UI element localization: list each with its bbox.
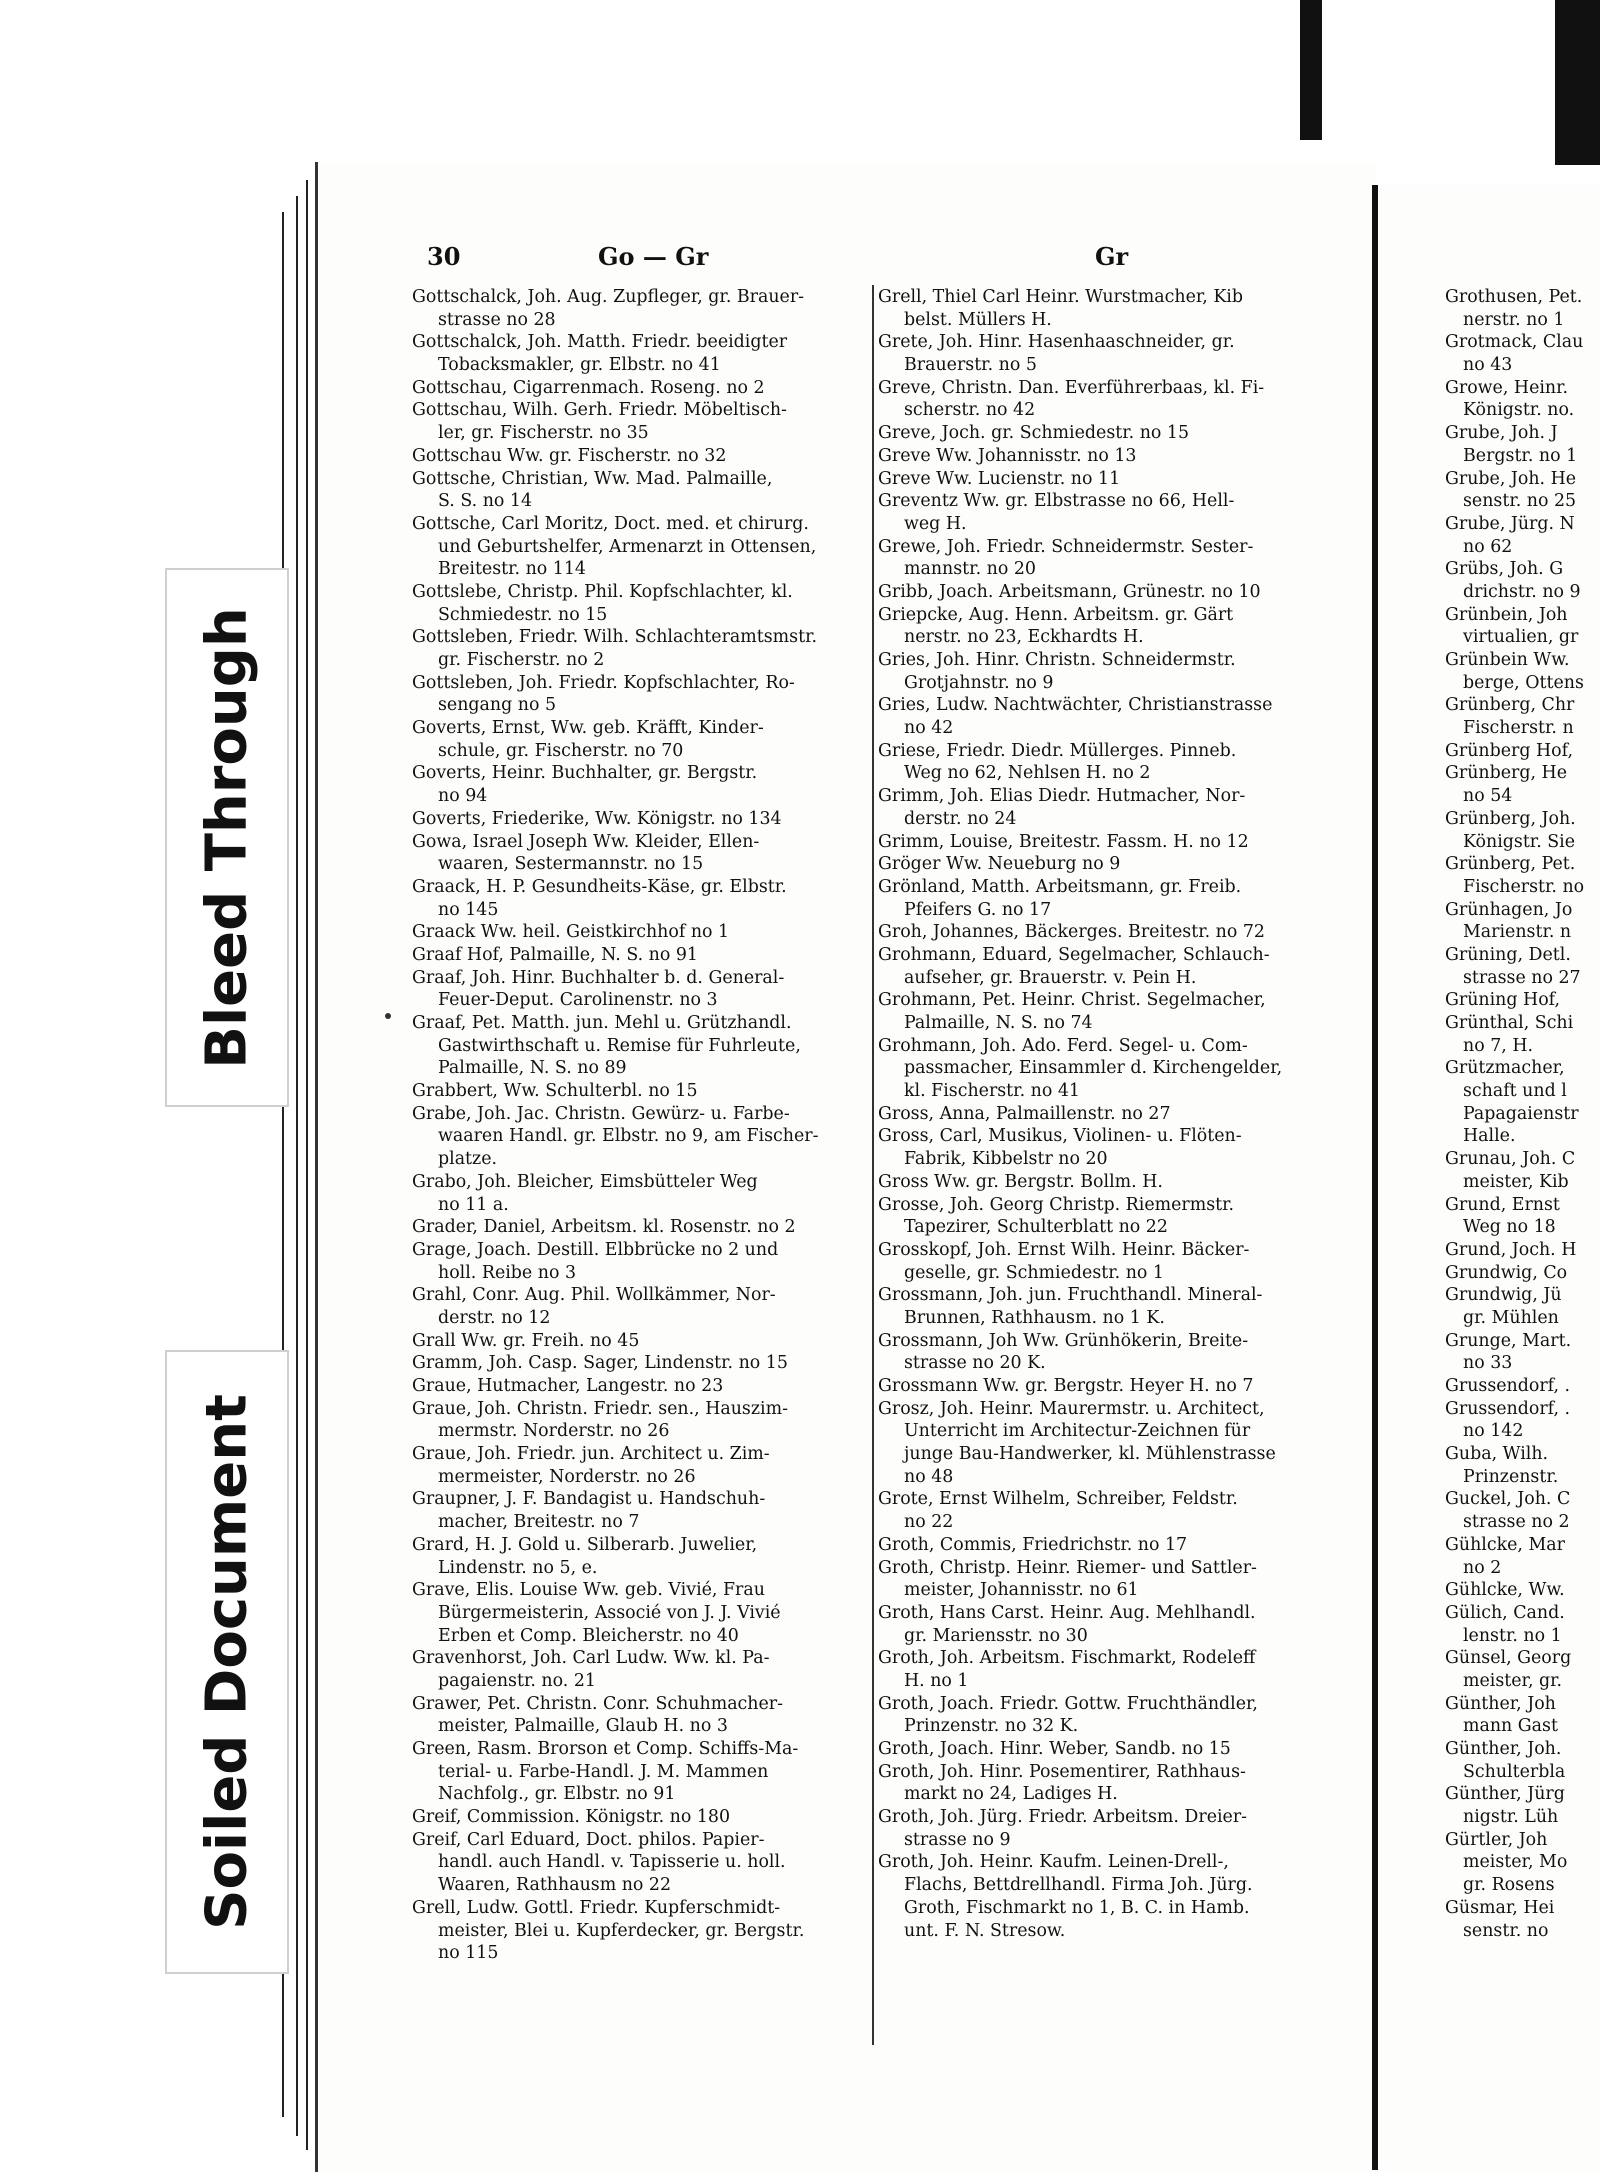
entry-continuation-line: unt. F. N. Stresow. [904, 1920, 1066, 1941]
entry-line: Grünberg Hof, [1445, 740, 1573, 761]
entry-line: Greif, Commission. Königstr. no 180 [412, 1807, 731, 1828]
entry-continuation-line: belst. Müllers H. [904, 309, 1052, 330]
entry-continuation-line: Breitestr. no 114 [438, 559, 586, 580]
entry-line: Grell, Thiel Carl Heinr. Wurstmacher, Kib [878, 287, 1244, 307]
page-number: 30 [427, 242, 461, 271]
entry-continuation-line: junge Bau-Handwerker, kl. Mühlenstrasse [904, 1444, 1276, 1465]
entry-continuation-line: lenstr. no 1 [1463, 1625, 1562, 1646]
entry-line: Grünhagen, Jo [1445, 899, 1573, 920]
entry-line: Guckel, Joh. C [1445, 1489, 1571, 1510]
entry-line: Grabe, Joh. Jac. Christn. Gewürz- u. Farbe- [412, 1103, 790, 1124]
entry-line: Grosskopf, Joh. Ernst Wilh. Heinr. Bäcker- [878, 1239, 1250, 1260]
entry-line: Grader, Daniel, Arbeitsm. kl. Rosenstr. no 2 [412, 1217, 796, 1238]
entry-line: Grund, Ernst [1445, 1194, 1560, 1215]
entry-continuation-line: strasse no 2 [1463, 1512, 1570, 1533]
entry-line: Grübs, Joh. G [1445, 559, 1564, 580]
entry-continuation-line: nerstr. no 1 [1463, 309, 1565, 330]
entry-continuation-line: pagaienstr. no. 21 [438, 1670, 596, 1691]
entry-continuation-line: berge, Ottens [1463, 672, 1584, 693]
entry-continuation-line: no 42 [904, 718, 954, 739]
right-running-head: Gr [1095, 242, 1129, 271]
entry-line: Grard, H. J. Gold u. Silberarb. Juwelier, [412, 1534, 758, 1555]
entry-continuation-line: geselle, gr. Schmiedestr. no 1 [904, 1262, 1164, 1283]
entry-continuation-line: Halle. [1463, 1126, 1516, 1147]
entry-continuation-line: sengang no 5 [438, 695, 557, 716]
entry-line: Gühlcke, Ww. [1445, 1580, 1565, 1601]
entry-continuation-line: markt no 24, Ladiges H. [904, 1784, 1118, 1805]
entry-continuation-line: no 11 a. [438, 1194, 509, 1215]
entry-line: Grotmack, Clau [1445, 332, 1584, 353]
entry-line: Gries, Joh. Hinr. Christn. Schneidermstr. [878, 650, 1236, 670]
entry-line: Grundwig, Co [1445, 1262, 1568, 1283]
entry-line: Günther, Joh. [1445, 1739, 1562, 1759]
column-rule [872, 285, 874, 2045]
entry-continuation-line: mermstr. Norderstr. no 26 [438, 1421, 670, 1442]
entry-line: Gröger Ww. Neueburg no 9 [878, 854, 1121, 875]
entry-continuation-line: Erben et Comp. Bleicherstr. no 40 [438, 1625, 739, 1646]
entry-line: Grohmann, Joh. Ado. Ferd. Segel- u. Com- [878, 1035, 1248, 1056]
ribbon-bar [1555, 0, 1600, 165]
entry-line: Goverts, Ernst, Ww. geb. Kräfft, Kinder- [412, 718, 764, 739]
entry-line: Greventz Ww. gr. Elbstrasse no 66, Hell- [878, 491, 1235, 512]
entry-continuation-line: Weg no 18 [1463, 1217, 1556, 1238]
entry-continuation-line: derstr. no 12 [438, 1307, 551, 1328]
entry-continuation-line: Fischerstr. no [1463, 876, 1585, 897]
entry-continuation-line: Bürgermeisterin, Associé von J. J. Vivié [438, 1602, 781, 1623]
entry-continuation-line: S. S. no 14 [438, 491, 533, 512]
entry-continuation-line: mann Gast [1463, 1716, 1558, 1737]
entry-line: Graue, Joh. Friedr. jun. Architect u. Zim- [412, 1444, 770, 1465]
entry-line: Grunau, Joh. C [1445, 1149, 1576, 1170]
entry-line: Guba, Wilh. [1445, 1444, 1549, 1465]
entry-continuation-line: Palmaille, N. S. no 74 [904, 1013, 1093, 1033]
directory-column-right [1445, 286, 1600, 1942]
entry-continuation-line: Schulterbla [1463, 1761, 1566, 1782]
entry-line: Groth, Joach. Friedr. Gottw. Fruchthändler, [878, 1693, 1258, 1714]
entry-continuation-line: waaren Handl. gr. Elbstr. no 9, am Fischer- [438, 1126, 819, 1147]
entry-continuation-line: meister, gr. [1463, 1670, 1563, 1691]
entry-line: Gries, Ludw. Nachtwächter, Christianstrasse [878, 695, 1273, 716]
entry-line: Grussendorf, . [1445, 1376, 1571, 1396]
entry-continuation-line: no 43 [1463, 355, 1513, 376]
entry-continuation-line: mermeister, Norderstr. no 26 [438, 1466, 696, 1487]
entry-line: Gottsleben, Joh. Friedr. Kopfschlachter, Ro- [412, 672, 795, 693]
entry-line: Greve Ww. Johannisstr. no 13 [878, 445, 1137, 466]
entry-line: Gottsche, Christian, Ww. Mad. Palmaille, [412, 468, 773, 489]
entry-continuation-line: no 62 [1463, 536, 1513, 557]
entry-continuation-line: no 7, H. [1463, 1035, 1534, 1056]
entry-line: Grossmann, Joh Ww. Grünhökerin, Breite- [878, 1330, 1249, 1351]
entry-continuation-line: schule, gr. Fischerstr. no 70 [438, 740, 684, 761]
entry-continuation-line: scherstr. no 42 [904, 400, 1036, 421]
entry-line: Grünbein Ww. [1445, 650, 1570, 670]
entry-line: Grosz, Joh. Heinr. Maurermstr. u. Architect, [878, 1398, 1265, 1419]
entry-continuation-line: Lindenstr. no 5, e. [438, 1557, 598, 1578]
entry-continuation-line: strasse no 20 K. [904, 1353, 1046, 1374]
entry-continuation-line: no 22 [904, 1512, 954, 1533]
entry-line: Groth, Hans Carst. Heinr. Aug. Mehlhandl. [878, 1602, 1256, 1623]
entry-continuation-line: derstr. no 24 [904, 808, 1017, 829]
entry-continuation-line: waaren, Sestermannstr. no 15 [438, 854, 704, 875]
entry-continuation-line: Groth, Fischmarkt no 1, B. C. in Hamb. [904, 1897, 1250, 1918]
entry-continuation-line: Gastwirthschaft u. Remise für Fuhrleute, [438, 1035, 801, 1056]
entry-line: Gowa, Israel Joseph Ww. Kleider, Ellen- [412, 831, 760, 852]
entry-line: Gross, Carl, Musikus, Violinen- u. Flöten- [878, 1126, 1242, 1147]
entry-continuation-line: gr. Mariensstr. no 30 [904, 1625, 1088, 1646]
entry-continuation-line: Nachfolg., gr. Elbstr. no 91 [438, 1784, 676, 1805]
entry-continuation-line: gr. Fischerstr. no 2 [438, 650, 605, 670]
entry-continuation-line: no 145 [438, 899, 499, 920]
entry-continuation-line: Prinzenstr. no 32 K. [904, 1716, 1079, 1737]
entry-line: Gottsche, Carl Moritz, Doct. med. et chirurg. [412, 513, 809, 534]
entry-line: Grewe, Joh. Friedr. Schneidermstr. Sester- [878, 536, 1254, 557]
entry-line: Greif, Carl Eduard, Doct. philos. Papier- [412, 1829, 765, 1850]
entry-continuation-line: Waaren, Rathhausm no 22 [438, 1875, 672, 1896]
soiled-document-label: Soiled Document [194, 1394, 260, 1930]
entry-line: Grabo, Joh. Bleicher, Eimsbütteler Weg [412, 1171, 758, 1192]
entry-continuation-line: Papagaienstr [1463, 1103, 1579, 1124]
entry-continuation-line: H. no 1 [904, 1670, 969, 1691]
entry-continuation-line: senstr. no 25 [1463, 491, 1577, 512]
entry-continuation-line: no 48 [904, 1466, 954, 1487]
entry-continuation-line: Brunnen, Rathhausm. no 1 K. [904, 1307, 1165, 1328]
entry-line: Grothusen, Pet. [1445, 287, 1583, 307]
entry-line: Grall Ww. gr. Freih. no 45 [412, 1330, 640, 1351]
entry-line: Grohmann, Eduard, Segelmacher, Schlauch- [878, 944, 1270, 965]
entry-line: Grabbert, Ww. Schulterbl. no 15 [412, 1081, 698, 1102]
entry-line: Griepcke, Aug. Henn. Arbeitsm. gr. Gärt [878, 604, 1234, 625]
entry-line: Griese, Friedr. Diedr. Müllerges. Pinneb. [878, 740, 1237, 761]
directory-column-middle [878, 286, 1324, 1942]
entry-continuation-line: schaft und l [1463, 1081, 1567, 1102]
entry-line: Graue, Hutmacher, Langestr. no 23 [412, 1376, 724, 1396]
entry-line: Grünberg, Chr [1445, 695, 1575, 716]
entry-continuation-line: Flachs, Bettdrellhandl. Firma Joh. Jürg. [904, 1875, 1253, 1896]
entry-continuation-line: senstr. no [1463, 1920, 1549, 1941]
entry-line: Grell, Ludw. Gottl. Friedr. Kupferschmidt- [412, 1897, 781, 1918]
entry-continuation-line: meister, Johannisstr. no 61 [904, 1580, 1139, 1601]
entry-line: Groth, Joh. Jürg. Friedr. Arbeitsm. Dreier- [878, 1807, 1248, 1828]
entry-line: Growe, Heinr. [1445, 377, 1569, 398]
left-running-head: Go — Gr [598, 242, 709, 271]
entry-line: Grünberg, Pet. [1445, 854, 1576, 875]
entry-continuation-line: aufseher, gr. Brauerstr. v. Pein H. [904, 967, 1197, 988]
entry-continuation-line: meister, Blei u. Kupferdecker, gr. Bergstr. [438, 1920, 805, 1941]
entry-continuation-line: Tobacksmakler, gr. Elbstr. no 41 [438, 355, 721, 376]
entry-line: Grohmann, Pet. Heinr. Christ. Segelmacher, [878, 990, 1266, 1011]
entry-line: Gramm, Joh. Casp. Sager, Lindenstr. no 15 [412, 1353, 788, 1374]
entry-continuation-line: gr. Rosens [1463, 1875, 1555, 1896]
entry-continuation-line: Weg no 62, Nehlsen H. no 2 [904, 763, 1151, 784]
entry-line: Grete, Joh. Hinr. Hasenhaaschneider, gr. [878, 332, 1235, 353]
entry-line: Gross, Anna, Palmaillenstr. no 27 [878, 1103, 1171, 1124]
entry-line: Groth, Christp. Heinr. Riemer- und Sattler- [878, 1557, 1257, 1578]
entry-line: Grüning, Detl. [1445, 944, 1571, 965]
entry-continuation-line: Unterricht im Architectur-Zeichnen für [904, 1421, 1251, 1442]
entry-line: Gottschau, Wilh. Gerh. Friedr. Möbeltisch- [412, 400, 787, 421]
entry-line: Grosse, Joh. Georg Christp. Riemermstr. [878, 1194, 1235, 1215]
entry-continuation-line: meister, Kib [1463, 1171, 1569, 1192]
entry-line: Graaf, Joh. Hinr. Buchhalter b. d. General- [412, 967, 785, 988]
entry-continuation-line: no 94 [438, 786, 488, 807]
entry-line: Gottslebe, Christp. Phil. Kopfschlachter, kl. [412, 581, 793, 602]
entry-line: Graaf Hof, Palmaille, N. S. no 91 [412, 944, 698, 965]
entry-line: Green, Rasm. Brorson et Comp. Schiffs-Ma- [412, 1739, 799, 1759]
entry-line: Grundwig, Jü [1445, 1285, 1562, 1306]
entry-line: Grimm, Louise, Breitestr. Fassm. H. no 12 [878, 831, 1249, 852]
entry-continuation-line: Marienstr. n [1463, 922, 1572, 943]
entry-continuation-line: und Geburtshelfer, Armenarzt in Ottensen, [438, 536, 817, 557]
entry-line: Graue, Joh. Christn. Friedr. sen., Hauszim- [412, 1398, 788, 1419]
entry-line: Grawer, Pet. Christn. Conr. Schuhmacher- [412, 1693, 783, 1714]
entry-line: Grossmann, Joh. jun. Fruchthandl. Mineral- [878, 1285, 1263, 1306]
entry-continuation-line: weg H. [904, 513, 967, 534]
entry-continuation-line: strasse no 9 [904, 1829, 1011, 1850]
entry-line: Gottschau Ww. gr. Fischerstr. no 32 [412, 445, 727, 466]
entry-continuation-line: Fabrik, Kibbelstr no 20 [904, 1149, 1108, 1170]
entry-line: Groth, Joach. Hinr. Weber, Sandb. no 15 [878, 1739, 1231, 1759]
entry-line: Graaf, Pet. Matth. jun. Mehl u. Grützhandl. [412, 1013, 792, 1033]
entry-continuation-line: handl. auch Handl. v. Tapisserie u. holl. [438, 1852, 786, 1873]
entry-line: Graupner, J. F. Bandagist u. Handschuh- [412, 1489, 766, 1510]
entry-continuation-line: meister, Mo [1463, 1852, 1568, 1873]
entry-line: Gottschalck, Joh. Matth. Friedr. beeidigter [412, 332, 788, 353]
entry-line: Goverts, Heinr. Buchhalter, gr. Bergstr. [412, 763, 758, 784]
entry-line: Grahl, Conr. Aug. Phil. Wollkämmer, Nor- [412, 1285, 776, 1306]
entry-line: Grube, Joh. He [1445, 468, 1577, 489]
bleed-through-label: Bleed Through [194, 606, 260, 1069]
entry-continuation-line: Brauerstr. no 5 [904, 355, 1037, 376]
entry-continuation-line: macher, Breitestr. no 7 [438, 1512, 640, 1533]
entry-continuation-line: no 54 [1463, 786, 1513, 807]
entry-line: Grube, Joh. J [1445, 423, 1558, 444]
entry-continuation-line: Prinzenstr. [1463, 1466, 1559, 1487]
entry-line: Gülich, Cand. [1445, 1602, 1565, 1623]
entry-line: Grüning Hof, [1445, 990, 1561, 1011]
entry-continuation-line: holl. Reibe no 3 [438, 1262, 577, 1283]
entry-line: Grünberg, Joh. [1445, 808, 1576, 829]
entry-continuation-line: Schmiedestr. no 15 [438, 604, 608, 625]
entry-continuation-line: kl. Fischerstr. no 41 [904, 1081, 1080, 1102]
entry-line: Grünthal, Schi [1445, 1013, 1574, 1033]
entry-continuation-line: Königstr. Sie [1463, 831, 1576, 852]
entry-line: Gottsleben, Friedr. Wilh. Schlachteramtsmstr. [412, 627, 817, 648]
entry-continuation-line: ler, gr. Fischerstr. no 35 [438, 423, 649, 444]
entry-line: Gribb, Joach. Arbeitsmann, Grünestr. no 10 [878, 581, 1261, 602]
entry-continuation-line: meister, Palmaille, Glaub H. no 3 [438, 1716, 728, 1737]
entry-continuation-line: Feuer-Deput. Carolinenstr. no 3 [438, 990, 718, 1011]
entry-line: Groh, Johannes, Bäckerges. Breitestr. no 72 [878, 922, 1265, 943]
entry-continuation-line: Grotjahnstr. no 9 [904, 672, 1054, 693]
entry-line: Grage, Joach. Destill. Elbbrücke no 2 und [412, 1239, 779, 1260]
entry-continuation-line: no 142 [1463, 1421, 1524, 1442]
entry-continuation-line: virtualien, gr [1463, 627, 1579, 648]
entry-line: Greve Ww. Lucienstr. no 11 [878, 468, 1121, 489]
entry-continuation-line: strasse no 28 [438, 309, 556, 330]
entry-line: Groth, Commis, Friedrichstr. no 17 [878, 1534, 1188, 1555]
entry-line: Gross Ww. gr. Bergstr. Bollm. H. [878, 1171, 1163, 1192]
entry-continuation-line: no 2 [1463, 1557, 1502, 1578]
entry-continuation-line: Pfeifers G. no 17 [904, 899, 1052, 920]
entry-line: Groth, Joh. Arbeitsm. Fischmarkt, Rodeleff [878, 1648, 1256, 1669]
entry-line: Grünbein, Joh [1445, 604, 1568, 625]
entry-continuation-line: strasse no 27 [1463, 967, 1581, 988]
entry-continuation-line: Fischerstr. n [1463, 718, 1574, 739]
entry-line: Grützmacher, [1445, 1058, 1565, 1079]
entry-continuation-line: drichstr. no 9 [1463, 581, 1581, 602]
entry-line: Grönland, Matth. Arbeitsmann, gr. Freib. [878, 876, 1242, 897]
entry-line: Greve, Christn. Dan. Everführerbaas, kl. Fi- [878, 377, 1265, 398]
directory-column-left [412, 286, 872, 1965]
entry-line: Grote, Ernst Wilhelm, Schreiber, Feldstr. [878, 1489, 1238, 1510]
entry-line: Gürtler, Joh [1445, 1829, 1548, 1850]
entry-continuation-line: mannstr. no 20 [904, 559, 1036, 580]
entry-continuation-line: nerstr. no 23, Eckhardts H. [904, 627, 1144, 648]
entry-line: Graack Ww. heil. Geistkirchhof no 1 [412, 922, 730, 943]
entry-continuation-line: no 115 [438, 1943, 499, 1964]
entry-line: Gühlcke, Mar [1445, 1534, 1565, 1555]
entry-line: Grimm, Joh. Elias Diedr. Hutmacher, Nor- [878, 786, 1246, 807]
entry-line: Graack, H. P. Gesundheits-Käse, gr. Elbstr. [412, 876, 787, 897]
entry-continuation-line: terial- u. Farbe-Handl. J. M. Mammen [438, 1761, 769, 1782]
entry-line: Grave, Elis. Louise Ww. geb. Vivié, Frau [412, 1580, 765, 1601]
entry-continuation-line: gr. Mühlen [1463, 1307, 1559, 1328]
entry-continuation-line: Palmaille, N. S. no 89 [438, 1058, 627, 1079]
entry-continuation-line: passmacher, Einsammler d. Kirchengelder, [904, 1058, 1283, 1079]
entry-line: Güsmar, Hei [1445, 1897, 1555, 1918]
entry-line: Grossmann Ww. gr. Bergstr. Heyer H. no 7 [878, 1376, 1254, 1396]
entry-line: Goverts, Friederike, Ww. Königstr. no 134 [412, 808, 782, 829]
entry-line: Gottschalck, Joh. Aug. Zupfleger, gr. Brauer- [412, 287, 805, 307]
entry-line: Gottschau, Cigarrenmach. Roseng. no 2 [412, 377, 765, 398]
entry-line: Groth, Joh. Hinr. Posementirer, Rathhaus- [878, 1761, 1246, 1782]
entry-line: Günsel, Georg [1445, 1648, 1572, 1669]
entry-continuation-line: Königstr. no. [1463, 400, 1575, 421]
entry-line: Grünberg, He [1445, 763, 1567, 784]
entry-line: Groth, Joh. Heinr. Kaufm. Leinen-Drell-, [878, 1852, 1229, 1873]
entry-continuation-line: platze. [438, 1149, 498, 1170]
entry-continuation-line: Tapezirer, Schulterblatt no 22 [904, 1217, 1168, 1238]
entry-continuation-line: no 33 [1463, 1353, 1513, 1374]
entry-line: Grube, Jürg. N [1445, 513, 1575, 534]
bleed-through-stamp [165, 568, 289, 1107]
ribbon-bar [1300, 0, 1322, 140]
entry-line: Gravenhorst, Joh. Carl Ludw. Ww. kl. Pa- [412, 1648, 770, 1669]
entry-line: Grunge, Mart. [1445, 1330, 1572, 1351]
entry-continuation-line: Bergstr. no 1 [1463, 445, 1578, 466]
entry-line: Grussendorf, . [1445, 1398, 1571, 1419]
entry-line: Günther, Jürg [1445, 1784, 1565, 1805]
soiled-document-stamp [165, 1350, 289, 1974]
entry-line: Grund, Joch. H [1445, 1239, 1577, 1260]
entry-line: Günther, Joh [1445, 1693, 1556, 1714]
ink-speck [385, 1013, 391, 1019]
entry-line: Greve, Joch. gr. Schmiedestr. no 15 [878, 423, 1190, 444]
entry-continuation-line: nigstr. Lüh [1463, 1807, 1559, 1828]
